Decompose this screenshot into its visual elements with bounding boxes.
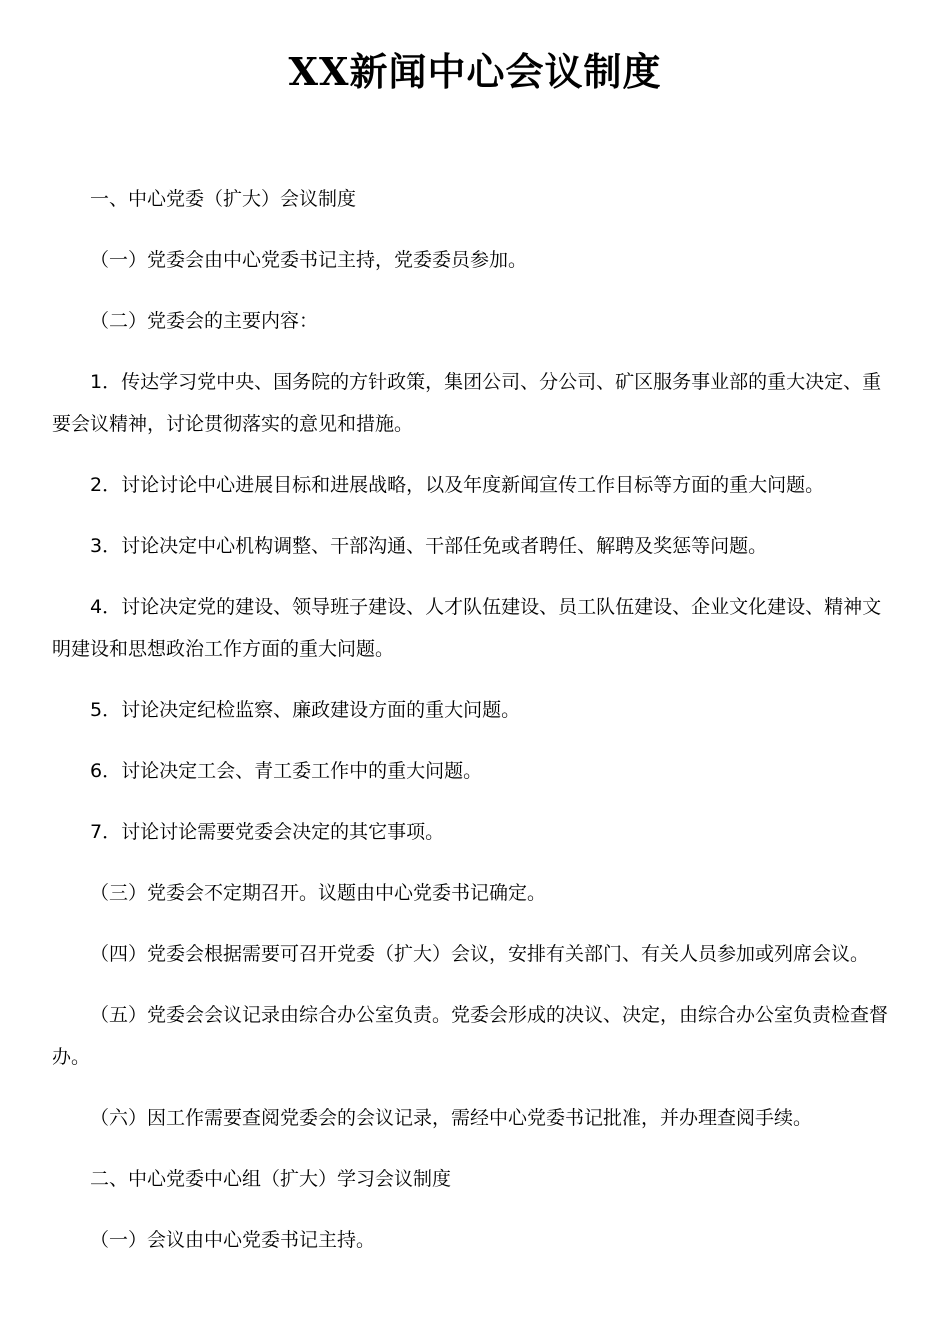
- document-title: XX新闻中心会议制度: [288, 49, 662, 94]
- paragraph-item: 2．讨论讨论中心进展目标和进展战略，以及年度新闻宣传工作目标等方面的重大问题。: [90, 474, 825, 496]
- paragraph-item: 4．讨论决定党的建设、领导班子建设、人才队伍建设、员工队伍建设、企业文化建设、精神文明建设和思想政治工作方面的重大问题。: [52, 596, 882, 660]
- paragraph-item: 6．讨论决定工会、青工委工作中的重大问题。: [90, 760, 483, 782]
- paragraph-item: （三）党委会不定期召开。议题由中心党委书记确定。: [90, 882, 547, 904]
- paragraph-item: （四）党委会根据需要可召开党委（扩大）会议，安排有关部门、有关人员参加或列席会议。: [90, 943, 870, 965]
- paragraph-item: 7．讨论讨论需要党委会决定的其它事项。: [90, 821, 445, 843]
- paragraph-item: （一）党委会由中心党委书记主持，党委委员参加。: [90, 249, 528, 271]
- paragraph-item: 1．传达学习党中央、国务院的方针政策，集团公司、分公司、矿区服务事业部的重大决定、重要会议精神，讨论贯彻落实的意见和措施。: [52, 371, 882, 435]
- section-heading-2: 二、中心党委中心组（扩大）学习会议制度: [90, 1168, 452, 1190]
- paragraph-item: 3．讨论决定中心机构调整、干部沟通、干部任免或者聘任、解聘及奖惩等问题。: [90, 535, 768, 557]
- document-body: [52, 178, 900, 1280]
- paragraph-item: 5．讨论决定纪检监察、廉政建设方面的重大问题。: [90, 699, 521, 721]
- section-heading-1: 一、中心党委（扩大）会议制度: [90, 188, 357, 210]
- paragraph-item: （五）党委会会议记录由综合办公室负责。党委会形成的决议、决定，由综合办公室负责检查督办。: [52, 1004, 889, 1068]
- paragraph-item: （六）因工作需要查阅党委会的会议记录，需经中心党委书记批准，并办理查阅手续。: [90, 1107, 813, 1129]
- paragraph-item: （二）党委会的主要内容：: [90, 310, 319, 332]
- paragraph-item: （一）会议由中心党委书记主持。: [90, 1229, 376, 1251]
